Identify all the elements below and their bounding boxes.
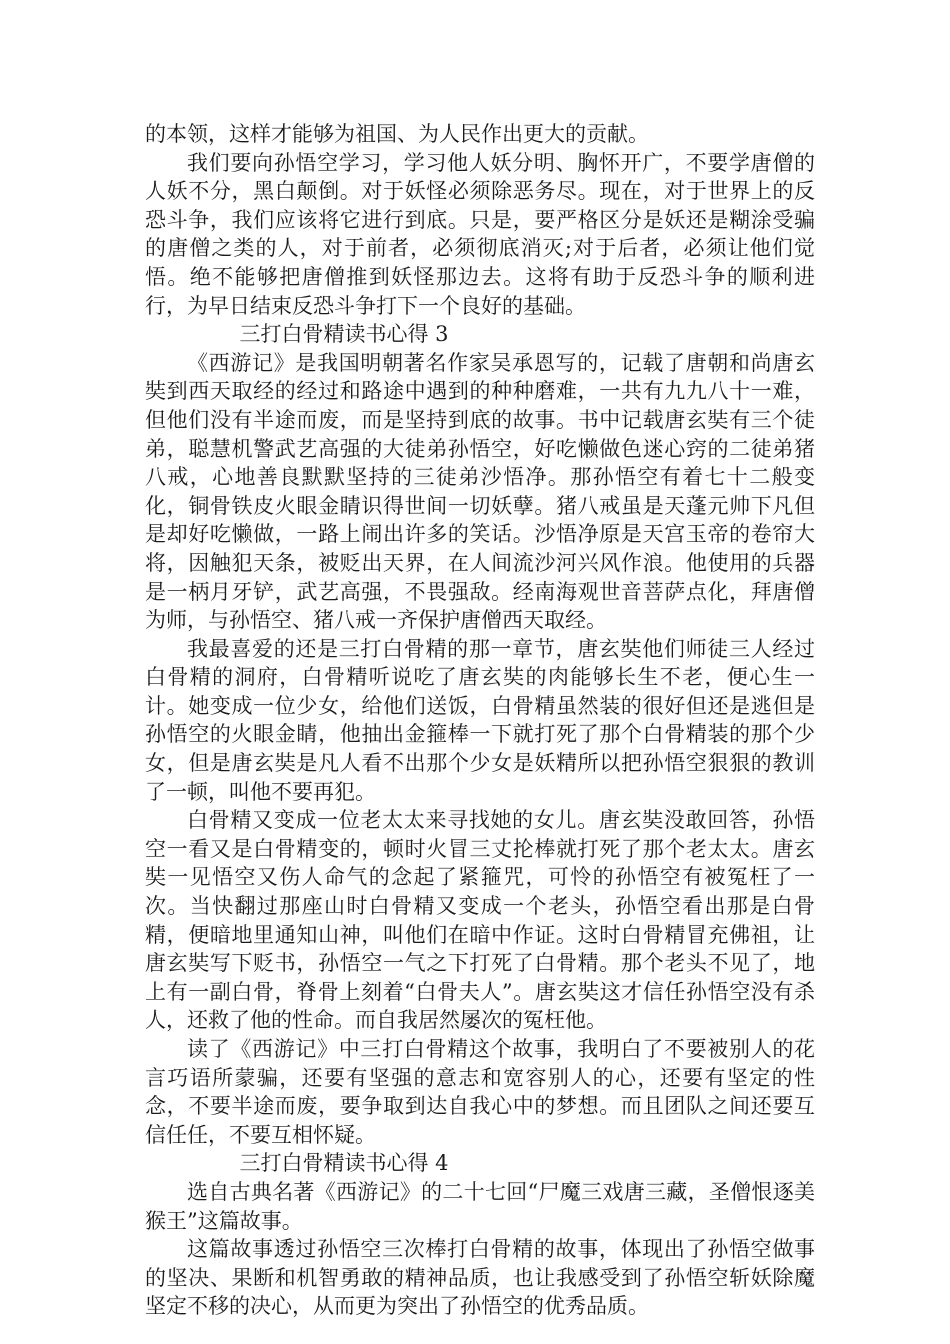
- section-heading: 三打白骨精读书心得 4: [239, 1151, 449, 1176]
- paragraph: 选自古典名著《西游记》的二十七回“尸魔三戏唐三藏，圣僧恨逐美猴王”这篇故事。: [145, 1179, 815, 1233]
- paragraph: 白骨精又变成一位老太太来寻找她的女儿。唐玄奘没敢回答，孙悟空一看又是白骨精变的，顿时火冒三丈抡棒就打死了那个老太太。唐玄奘一见悟空又伤人命气的念起了紧箍咒，可怜的孙悟空有被冤枉了一次。当快翻过那座山时白骨精又变成一个老头，孙悟空看出那是白骨精，便暗地里通知山神，叫他们在暗中作证。这时白骨精冒充佛祖，让唐玄奘写下贬书，孙悟空一气之下打死了白骨精。那个老头不见了，地上有一副白骨，脊骨上刻着“白骨夫人”。唐玄奘这才信任孙悟空没有杀人，还救了他的性命。而自我居然屡次的冤枉他。: [145, 808, 815, 1033]
- paragraph: 我们要向孙悟空学习，学习他人妖分明、胸怀开广，不要学唐僧的人妖不分，黑白颠倒。对于妖怪必须除恶务尽。现在，对于世界上的反恐斗争，我们应该将它进行到底。只是，要严格区分是妖还是糊涂受骗的唐僧之类的人，对于前者，必须彻底消灭;对于后者，必须让他们觉悟。绝不能够把唐僧推到妖怪那边去。这将有助于反恐斗争的顺利进行，为早日结束反恐斗争打下一个良好的基础。: [145, 150, 815, 318]
- paragraph: 《西游记》是我国明朝著名作家吴承恩写的，记载了唐朝和尚唐玄奘到西天取经的经过和路途中遇到的种种磨难，一共有九九八十一难，但他们没有半途而废，而是坚持到底的故事。书中记载唐玄奘有三个徒弟，聪慧机警武艺高强的大徒弟孙悟空，好吃懒做色迷心窍的二徒弟猪八戒，心地善良默默坚持的三徒弟沙悟净。那孙悟空有着七十二般变化，铜骨铁皮火眼金睛识得世间一切妖孽。猪八戒虽是天蓬元帅下凡但是却好吃懒做，一路上闹出许多的笑话。沙悟净原是天宫玉帝的卷帘大将，因触犯天条，被贬出天界，在人间流沙河兴风作浪。他使用的兵器是一柄月牙铲，武艺高强，不畏强敌。经南海观世音菩萨点化，拜唐僧为师，与孙悟空、猪八戒一齐保护唐僧西天取经。: [145, 350, 815, 633]
- paragraph: 我最喜爱的还是三打白骨精的那一章节，唐玄奘他们师徒三人经过白骨精的洞府，白骨精听说吃了唐玄奘的肉能够长生不老，便心生一计。她变成一位少女，给他们送饭，白骨精虽然装的很好但还是逃但是孙悟空的火眼金睛，他抽出金箍棒一下就打死了那个白骨精装的那个少女，但是唐玄奘是凡人看不出那个少女是妖精所以把孙悟空狠狠的教训了一顿，叫他不要再犯。: [145, 636, 815, 804]
- paragraph: 读了《西游记》中三打白骨精这个故事，我明白了不要被别人的花言巧语所蒙骗，还要有坚强的意志和宽容别人的心，还要有坚定的性念，不要半途而废，要争取到达自我心中的梦想。而且团队之间还要互信任任，不要互相怀疑。: [145, 1037, 815, 1147]
- paragraph: 这篇故事透过孙悟空三次棒打白骨精的故事，体现出了孙悟空做事的坚决、果断和机智勇敢的精神品质，也让我感受到了孙悟空斩妖除魔坚定不移的决心，从而更为突出了孙悟空的优秀品质。: [145, 1237, 815, 1319]
- paragraph-continuation: 的本领，这样才能够为祖国、为人民作出更大的贡献。: [145, 122, 649, 146]
- section-heading: 三打白骨精读书心得 3: [239, 322, 449, 347]
- document-body: [145, 120, 815, 1321]
